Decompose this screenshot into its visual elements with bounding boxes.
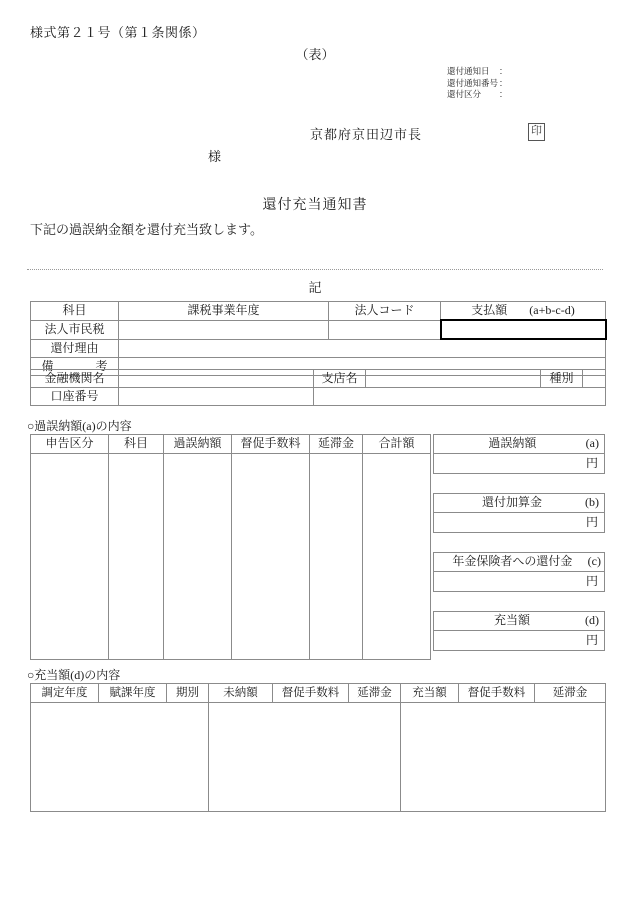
overpayment-detail-table xyxy=(30,434,431,660)
info-header-fiscal-year: 課税事業年度 xyxy=(119,302,329,321)
table-row xyxy=(31,703,606,812)
table-row xyxy=(31,302,606,321)
col-item: 科目 xyxy=(109,435,164,454)
table-row xyxy=(434,494,605,513)
addressee-honorific: 様 xyxy=(208,149,222,164)
ki-marker: 記 xyxy=(308,280,322,295)
summary-label-d: 充当額 xyxy=(493,613,530,628)
summary-label-b: 還付加算金 xyxy=(481,495,542,510)
bank-account-value[interactable] xyxy=(119,388,314,406)
cell-allocation-group[interactable] xyxy=(401,703,606,812)
allocation-detail-table xyxy=(30,683,606,812)
notice-meta-block xyxy=(447,66,508,101)
refund-category-row xyxy=(447,89,508,101)
col-assessment-year: 調定年度 xyxy=(31,684,99,703)
seal-icon: 印 xyxy=(528,123,545,141)
table-row xyxy=(31,454,431,660)
summary-table-d xyxy=(433,611,605,651)
bank-institution-value[interactable] xyxy=(119,370,314,388)
section-a-title: ○過誤納額(a)の内容 xyxy=(27,419,132,433)
notice-date-separator: ： xyxy=(499,66,508,76)
table-row xyxy=(434,454,605,474)
info-label-refund-reason: 還付理由 xyxy=(31,339,119,358)
table-row xyxy=(434,612,605,631)
cell-unpaid-group[interactable] xyxy=(209,703,401,812)
summary-value-a[interactable]: 円 xyxy=(434,454,605,474)
cell-total[interactable] xyxy=(363,454,431,660)
table-row xyxy=(31,320,606,339)
section-d-title: ○充当額(d)の内容 xyxy=(27,668,121,682)
dotted-divider xyxy=(27,269,603,270)
lead-text: 下記の過誤納金額を還付充当致します。 xyxy=(30,222,263,237)
refund-category-label: 還付区分 xyxy=(447,89,482,99)
info-label-corporate-tax: 法人市民税 xyxy=(31,320,119,339)
summary-caption-b xyxy=(434,494,605,513)
table-row xyxy=(31,370,606,388)
cell-delinquency[interactable] xyxy=(310,454,363,660)
bank-account-extra[interactable] xyxy=(314,388,606,406)
col-demand-fee-allocated: 督促手数料 xyxy=(459,684,535,703)
cell-year-period-group[interactable] xyxy=(31,703,209,812)
summary-caption-d xyxy=(434,612,605,631)
summary-mark-a: (a) xyxy=(585,436,599,451)
info-header-item: 科目 xyxy=(31,302,119,321)
bank-branch-label: 支店名 xyxy=(314,370,366,388)
summary-table-a xyxy=(433,434,605,474)
col-overpayment: 過誤納額 xyxy=(164,435,232,454)
summary-box-overpayment xyxy=(433,434,605,474)
info-value-payment-amount[interactable] xyxy=(441,320,606,339)
col-delinquency: 延滞金 xyxy=(310,435,363,454)
table-row xyxy=(434,631,605,651)
form-number: 様式第２１号（第１条関係） xyxy=(30,25,206,40)
info-header-corp-code: 法人コード xyxy=(329,302,441,321)
summary-table-c xyxy=(433,552,605,592)
info-value-corp-code[interactable] xyxy=(329,320,441,339)
bank-branch-value[interactable] xyxy=(366,370,541,388)
table-header-row xyxy=(31,435,431,454)
table-row xyxy=(434,513,605,533)
table-row xyxy=(434,572,605,592)
notice-number-label: 還付通知番号 xyxy=(447,77,499,88)
summary-label-c: 年金保険者への還付金 xyxy=(452,554,573,569)
summary-table-b xyxy=(433,493,605,533)
payment-formula-label: (a+b-c-d) xyxy=(529,302,575,317)
notice-date-label: 還付通知日 xyxy=(447,66,490,76)
notice-date-row xyxy=(447,66,508,78)
summary-label-a: 過誤納額 xyxy=(488,436,537,451)
notice-number-separator: ： xyxy=(499,77,508,88)
summary-value-c[interactable]: 円 xyxy=(434,572,605,592)
notice-number-row xyxy=(447,78,508,90)
col-unpaid-amount: 未納額 xyxy=(209,684,273,703)
refund-category-separator: ： xyxy=(499,89,508,99)
bank-type-value[interactable] xyxy=(583,370,606,388)
col-demand-fee-unpaid: 督促手数料 xyxy=(273,684,349,703)
summary-box-refund-addition xyxy=(433,493,605,533)
summary-mark-d: (d) xyxy=(585,613,599,628)
info-value-fiscal-year[interactable] xyxy=(119,320,329,339)
cell-demand-fee[interactable] xyxy=(232,454,310,660)
bank-account-label: 口座番号 xyxy=(31,388,119,406)
payment-amount-label: 支払額 xyxy=(471,302,508,317)
table-row xyxy=(31,339,606,358)
col-allocation-amount: 充当額 xyxy=(401,684,459,703)
bank-institution-label: 金融機関名 xyxy=(31,370,119,388)
table-row xyxy=(31,388,606,406)
bank-type-label: 種別 xyxy=(541,370,583,388)
summary-mark-c: (c) xyxy=(587,554,601,569)
summary-value-b[interactable]: 円 xyxy=(434,513,605,533)
col-period: 期別 xyxy=(167,684,209,703)
info-header-payment xyxy=(441,302,606,321)
info-label-remarks: 備 考 xyxy=(31,358,119,376)
summary-value-d[interactable]: 円 xyxy=(434,631,605,651)
summary-caption-a xyxy=(434,435,605,454)
table-row xyxy=(434,553,605,572)
table-row xyxy=(434,435,605,454)
table-header-row xyxy=(31,684,606,703)
page-title: 還付充当通知書 xyxy=(262,198,368,213)
summary-mark-b: (b) xyxy=(585,495,599,510)
issuer-name: 京都府京田辺市長 xyxy=(310,127,423,142)
col-delinquency-allocated: 延滞金 xyxy=(535,684,606,703)
summary-box-allocation xyxy=(433,611,605,651)
side-label: （表） xyxy=(295,47,335,62)
cell-item[interactable] xyxy=(109,454,164,660)
bank-table xyxy=(30,369,606,406)
col-demand-fee: 督促手数料 xyxy=(232,435,310,454)
info-table xyxy=(30,301,607,376)
col-declaration-type: 申告区分 xyxy=(31,435,109,454)
summary-caption-c xyxy=(434,553,605,572)
cell-overpayment[interactable] xyxy=(164,454,232,660)
cell-declaration-type[interactable] xyxy=(31,454,109,660)
col-delinquency-unpaid: 延滞金 xyxy=(349,684,401,703)
summary-box-pension-refund xyxy=(433,552,605,592)
col-levy-year: 賦課年度 xyxy=(99,684,167,703)
info-value-refund-reason[interactable] xyxy=(119,339,606,358)
col-total: 合計額 xyxy=(363,435,431,454)
